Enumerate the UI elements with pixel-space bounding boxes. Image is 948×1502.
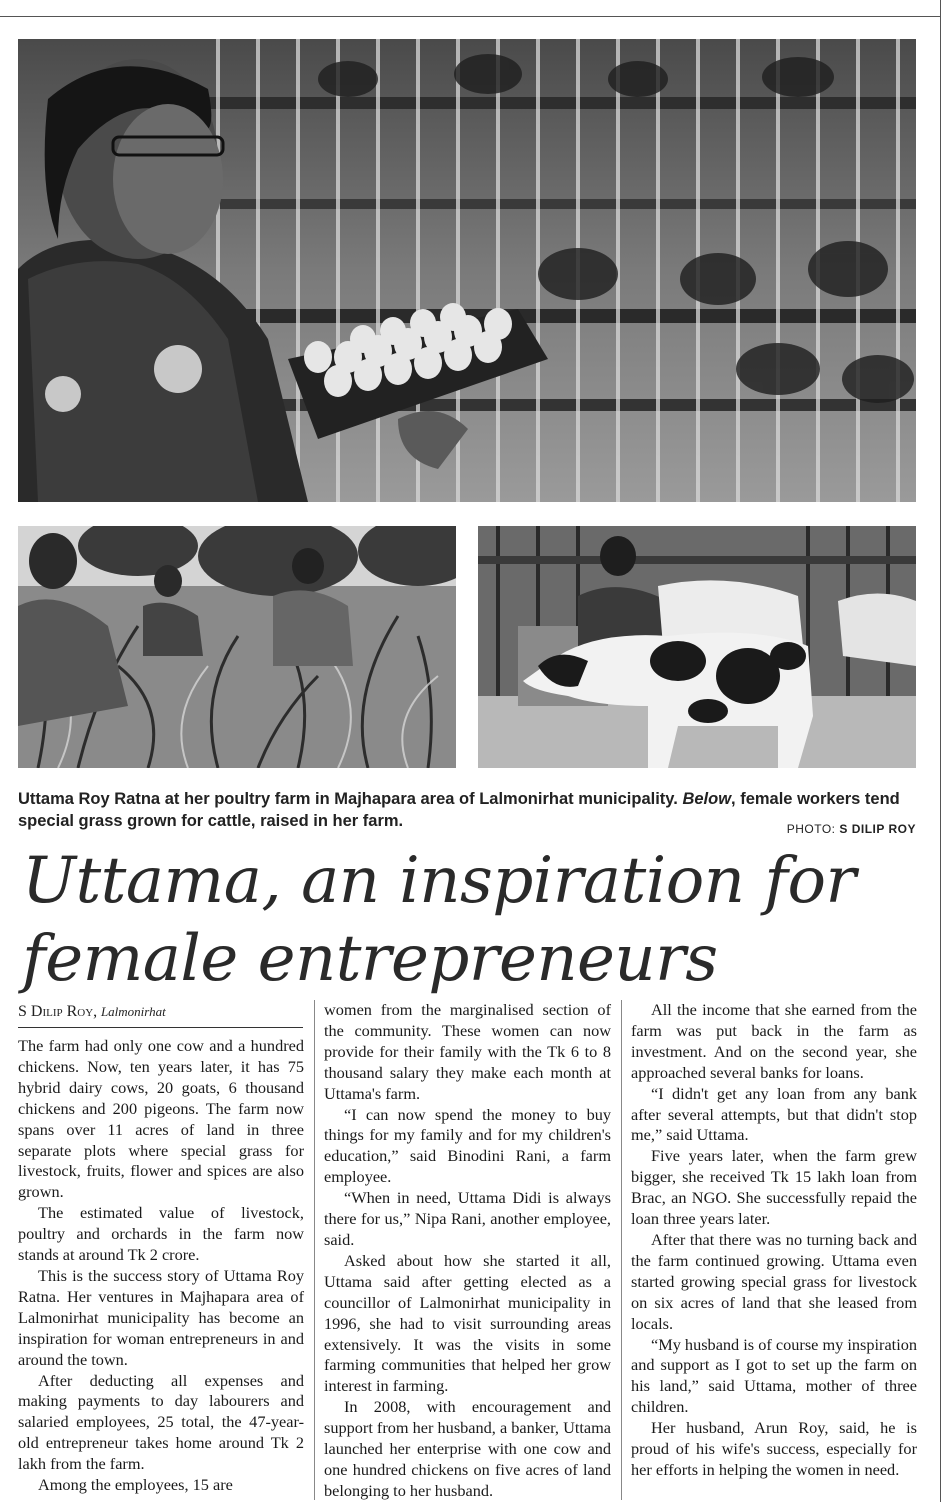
- paragraph: “I can now spend the money to buy things for my family and for my children's education,” said Binodini Rani, a farm employee.: [324, 1104, 611, 1187]
- grass-field-photo: [18, 526, 456, 768]
- paragraph: Her husband, Arun Roy, said, he is proud of his wife's success, especially for her efforts in helping the women in need.: [631, 1418, 917, 1479]
- paragraph: After that there was no turning back and the farm continued growing. Uttama even started growing special grass for livestock on six acres of land that she leased from locals.: [631, 1229, 917, 1333]
- photo-credit-label: PHOTO:: [786, 822, 836, 836]
- paragraph: Among the employees, 15 are: [38, 1475, 233, 1495]
- dateline-place: Lalmonirhat: [100, 1004, 166, 1019]
- author-name: S Dilip Roy,: [18, 1003, 98, 1020]
- photo-credit: [787, 822, 916, 836]
- column-divider: [621, 1000, 622, 1500]
- headline-line-1: Uttama, an inspiration for: [22, 844, 856, 918]
- photo-caption: [18, 788, 916, 832]
- caption-below-word: Below: [682, 790, 732, 808]
- paragraph: “I didn't get any loan from any bank after several attempts, but that didn't stop me,” said Uttama.: [631, 1083, 917, 1145]
- poultry-farm-photo: [18, 39, 916, 502]
- paragraph: Five years later, when the farm grew bigger, she received Tk 15 lakh loan from Brac, an NGO. She successfully repaid the loan three years later.: [631, 1146, 917, 1229]
- paragraph: The farm had only one cow and a hundred chickens. Now, ten years later, it has 75 hybrid dairy cows, 20 goats, 6 thousand chickens and 200 pigeons. The farm now spans over 11 acres of land in three separate plots where special grass for livestock, fruits, flower and spices are also grown.: [18, 1036, 304, 1202]
- headline: [22, 842, 922, 998]
- cattle-farm-photo: [478, 526, 916, 768]
- byline-rule: [18, 1027, 303, 1028]
- photo-credit-name: S DILIP ROY: [839, 822, 916, 836]
- paragraph: This is the success story of Uttama Roy Ratna. Her ventures in Majhapara area of Lalmonirhat municipality has become an inspiration for woman entrepreneurs in and around the town.: [18, 1265, 304, 1369]
- article-column-3: [631, 1000, 917, 1481]
- right-border: [940, 0, 941, 1502]
- article-column-1: [18, 1036, 304, 1496]
- caption-main: Uttama Roy Ratna at her poultry farm in Majhapara area of Lalmonirhat municipality.: [18, 790, 678, 808]
- paragraph: After deducting all expenses and making payments to day labourers and salaried employees, 25 total, the 47-year-old entrepreneur takes home around Tk 2 lakh from the farm.: [18, 1370, 304, 1474]
- paragraph: The estimated value of livestock, poultry and orchards in the farm now stands at around Tk 2 crore.: [18, 1203, 304, 1265]
- byline: [18, 1003, 303, 1021]
- paragraph: All the income that she earned from the farm was put back in the farm as investment. And on the second year, she approached several banks for loans.: [631, 1000, 917, 1082]
- column-divider: [314, 1000, 315, 1500]
- paragraph: “My husband is of course my inspiration and support as I got to set up the farm on his land,” said Uttama, mother of three children.: [631, 1334, 917, 1417]
- paragraph: In 2008, with encouragement and support from her husband, a banker, Uttama launched her enterprise with one cow and one hundred chickens on five acres of land belonging to her husband.: [324, 1397, 611, 1500]
- headline-line-2: female entrepreneurs: [22, 922, 718, 996]
- caption-continuation: , female workers tend special grass grown for cattle, raised in her farm.: [18, 790, 900, 830]
- paragraph: women from the marginalised section of the community. These women can now provide for their family with the Tk 6 to 8 thousand salary they make each month at Uttama's farm.: [324, 1000, 611, 1103]
- paragraph: “When in need, Uttama Didi is always there for us,” Nipa Rani, another employee, said.: [324, 1188, 611, 1249]
- article-column-2: [324, 1000, 611, 1502]
- top-rule: [0, 16, 940, 17]
- paragraph: Asked about how she started it all, Uttama said after getting elected as a councillor of Lalmonirhat municipality in 1996, she had to visit surrounding areas extensively. It was the visits in some farming communities that helped her grow interest in farming.: [324, 1250, 611, 1396]
